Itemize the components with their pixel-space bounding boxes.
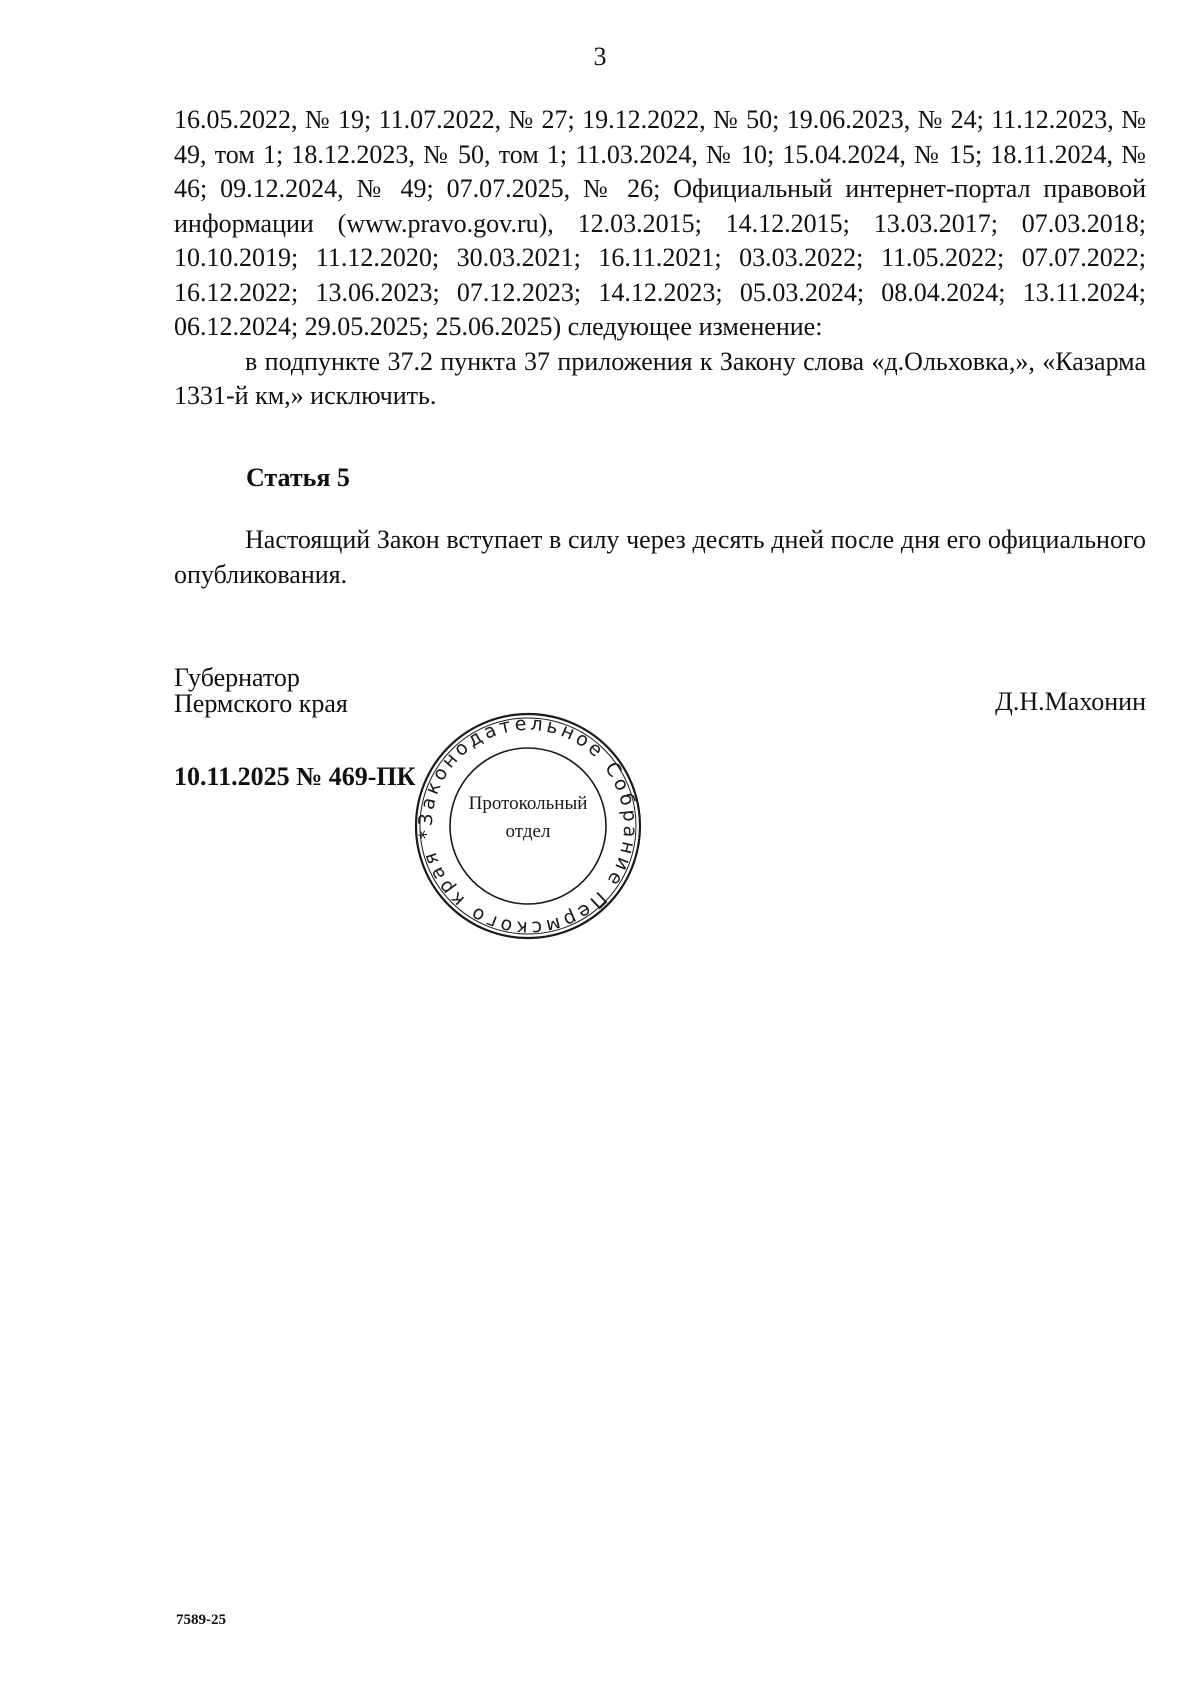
document-code: 7589-25 <box>176 1612 226 1628</box>
signatory-title-line1: Губернатор <box>174 663 300 692</box>
amendment-paragraph: в подпункте 37.2 пункта 37 приложения к Закону слова «д.Ольховка,», «Казарма 1331-й км,» исключить. <box>174 346 1146 410</box>
law-date-number: 10.11.2025 № 469-ПК <box>174 762 416 791</box>
entry-into-force-paragraph: Настоящий Закон вступает в силу через десять дней после дня его официального опубликования. <box>174 525 1146 589</box>
seal-center-text <box>456 790 600 846</box>
signatory-title <box>174 665 348 717</box>
signatory-name: Д.Н.Махонин <box>995 687 1146 716</box>
signatory-title-line2: Пермского края <box>174 689 348 718</box>
seal-ring-text: Законодательное Собрание Пермского края * <box>414 712 642 940</box>
document-body <box>174 103 1146 414</box>
paragraph-continued: 16.05.2022, № 19; 11.07.2022, № 27; 19.12.2022, № 50; 19.06.2023, № 24; 11.12.2023, № 49, том 1; 18.12.2023, № 50, том 1; 11.03.2024, № 10; 15.04.2024, № 15; 18.11.2024, № 46; 09.12.2024, № 49; 07.07.2025, № 26; Официальный интернет-портал правовой информации (www.pravo.gov.ru), 12.03.2015; 14.12.2015; 13.03.2017; 07.03.2018; 10.10.2019; 11.12.2020; 30.03.2021; 16.11.2021; 03.03.2022; 11.05.2022; 07.07.2022; 16.12.2022; 13.06.2023; 07.12.2023; 14.12.2023; 05.03.2024; 08.04.2024; 13.11.2024; 06.12.2024; 29.05.2025; 25.06.2025) следующее изменение: <box>174 105 1146 341</box>
page-number: 3 <box>593 42 607 71</box>
seal-center-line1: Протокольный <box>468 793 588 814</box>
seal-center-line2: отдел <box>505 821 551 842</box>
article-heading: Статья 5 <box>246 463 350 492</box>
official-seal <box>412 710 644 942</box>
